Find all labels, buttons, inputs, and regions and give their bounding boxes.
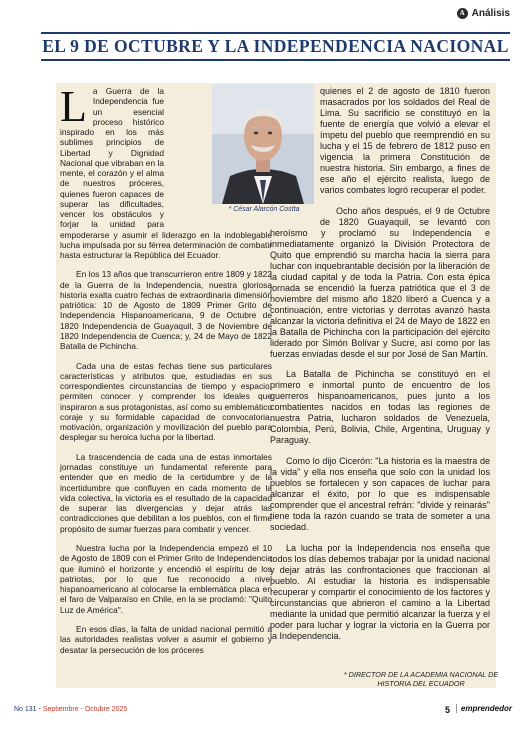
paragraph: La Guerra de la Independencia fue un esencial proceso histórico inspirado en los más sublimes principios de Libertad y Dignidad Nacional que vibraban en la mente, el corazón y el alma de nuestros próceres, quienes fueron capaces de superar las dificultades, vencer los obstáculos y forjar la unidad para empoderarse y asumir el liderazgo en la indoblegable lucha impulsada por su férrea determinación de combatir hasta estructurar la República del Ecuador. — [60, 82, 272, 260]
section-tag — [457, 8, 510, 19]
left-column — [60, 82, 272, 664]
paragraph: La Batalla de Pichincha se constituyó en el primero e inmortal punto de encuentro de los guerreros hispanoamericanos, pues junto a los combatientes nacidos en todas las regiones de nuestra Patria, lucharon soldados de Venezuela, Colombia, Perú, Bolivia, Chile, Argentina, Uruguay y Paraguay. — [270, 369, 490, 446]
author-signature: * DIRECTOR DE LA ACADEMIA NACIONAL DE HISTORIA DEL ECUADOR — [343, 670, 499, 688]
paragraph: Ocho años después, el 9 de Octubre de 1820 Guayaquil, se levantó con heroísmo y proclamó su Independencia e inmediatamente organizó la División Protectora de Quito que emprendió su marcha hacia la sierra para luchar con inquebrantable decisión por la liberación de la ciudad capital y de toda la Patria. Con esta épica jornada se encendió la fuerza patriótica que el 3 de noviembre del mismo año 1820 liberó a Cuenca y a continuación, entre victorias y derrotas avanzó hasta alcanzar la victoria definitiva el 24 de Mayo de 1822 en la Batalla de Pichincha con la participación del ejército liderado por Simón Bolívar y Sucre, así como por las fuerzas enviadas desde el sur por José de San Martín. — [270, 205, 490, 359]
footer-issue: No 131 - Septiembre - Octubre 2025 — [14, 706, 128, 713]
page-number: 5 — [444, 705, 450, 715]
paragraph: En los 13 años que transcurrieron entre 1809 y 1822 de la Guerra de la Independencia, nuestra gloriosa historia exalta cuatro fechas de extraordinaria dimensión patriótica: 10 de Agosto de 1809 Primer Grito de Independencia Hispanoamericana, 9 de Octubre de 1820 Independencia de Guayaquil, 3 de Noviembre de 1820 Independencia de Cuenca; y, 24 de Mayo de 1822 Batalla de Pichincha. — [60, 269, 272, 352]
photo-spacer — [270, 86, 320, 226]
paragraph: La lucha por la Independencia nos enseña que todos los días debemos trabajar por la unidad nacional y dejar atrás las confrontaciones que fraccionan al pueblo. Al estudiar la historia es indispensable recuperar y compartir el conocimiento de los factores y circunstancias que abrieron el camino a la Libertad mediante la unidad que permitió alcanzar la fuerza y el poder para luchar y lograr la victoria en la Guerra por la Independencia. — [270, 542, 490, 641]
paragraph: quienes el 2 de agosto de 1810 fueron masacrados por los soldados del Real de Lima. Su sacrificio se constituyó en la fuente de energía que volvió a elevar el ímpetu del pueblo que reemprendió en su lucha y el 15 de febrero de 1812 puso en vigencia la primera Constitución de nuestra historia. Sin embargo, a fines de ese año el ejército realista, luego de varios combates logró recuperar el poder. — [270, 86, 490, 196]
article-title: EL 9 DE OCTUBRE Y LA INDEPENDENCIA NACIONAL — [42, 36, 509, 56]
photo-spacer — [164, 86, 272, 226]
paragraph: La trascendencia de cada una de estas inmortales jornadas constituye un fundamental referente para entender que en medio de la certidumbre y de la incertidumbre que confluyen en cada momento de la vida colectiva, la victoria es el resultado de la capacidad de superar las divergencias y dejar atrás las contradicciones que debilitan a los pueblos, con el firme propósito de sumar fuerzas para combatir y vencer. — [60, 451, 272, 534]
page-footer — [0, 704, 522, 718]
paragraph: Cada una de estas fechas tiene sus particulares características y atributos que, estudiadas en sus correspondientes circunstancias de tiempo y espacio, permiten conocer y comprender los ideales que inspiraron a sus protagonistas, así como su emblemático coraje y su formidable capacidad de convocatoria, motivación, organización y movilización del pueblo para desplegar su heroica lucha por la libertad. — [60, 360, 272, 443]
paragraph: Nuestra lucha por la Independencia empezó el 10 de Agosto de 1809 con el Primer Grito de Independencia que iluminó el horizonte y encendió el espíritu de los patriotas, por lo que fue reconocido a nivel hispanoamericano al colocarse la emblemática placa en el faro de Valparaíso en Chile, en la se proclamó: "Quito Luz de América". — [60, 543, 272, 615]
magazine-brand: emprendedor — [456, 704, 512, 713]
photo-caption: * César Alarcón Costta — [228, 206, 300, 213]
drop-cap: L — [60, 82, 87, 131]
section-icon: A — [457, 8, 468, 19]
title-bar — [41, 32, 510, 61]
section-label: Análisis — [471, 8, 510, 19]
right-column — [270, 86, 490, 652]
paragraph: En esos días, la falta de unidad nacional permitió a las autoridades realistas volver a asumir el gobierno y desatar la persecución de los próceres — [60, 624, 272, 655]
paragraph: Como lo dijo Cicerón: "La historia es la maestra de la vida" y ella nos enseña que solo con la unidad los pueblos se fortalecen y son capaces de luchar para alcanzar el éxito, por lo que es indispensable comprender que el ancestral refrán: "divide y reinarás" tiene toda la razón cuando se trata de someter a una sociedad. — [270, 456, 490, 533]
